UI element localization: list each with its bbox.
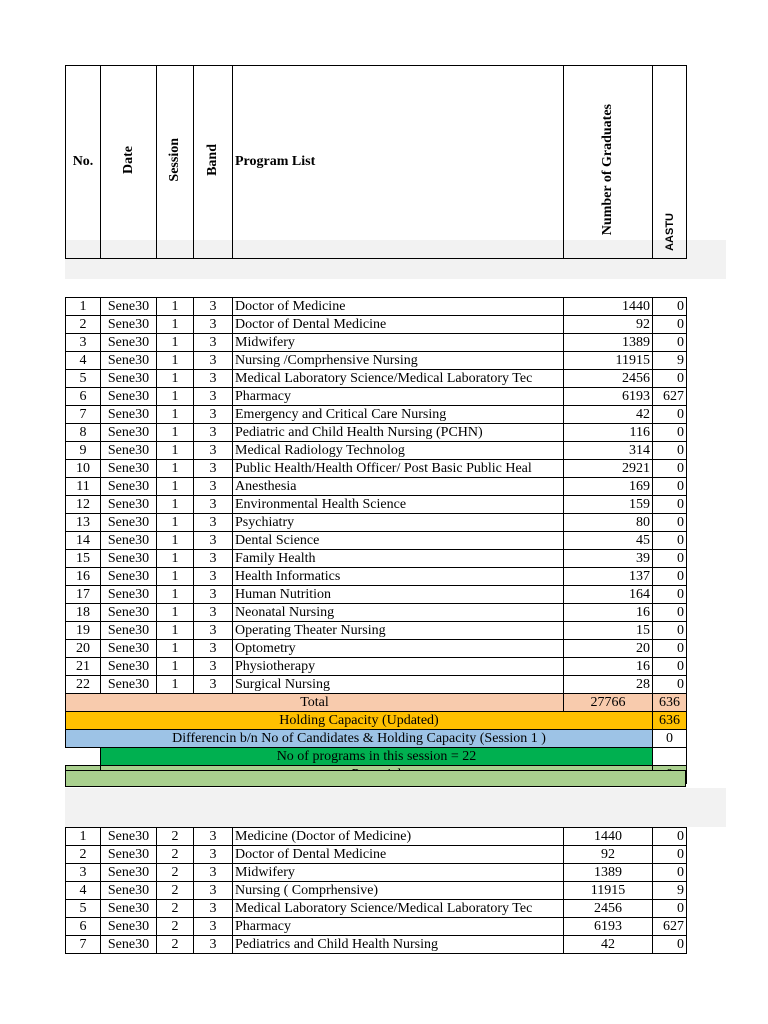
- spreadsheet: [65, 65, 687, 784]
- row-band: 3: [194, 550, 233, 568]
- table-row: [66, 478, 687, 496]
- row-graduates: 16: [564, 658, 653, 676]
- row-aastu: 9: [653, 352, 687, 370]
- row-band: 3: [194, 936, 233, 954]
- row-session: 1: [157, 676, 194, 694]
- row-aastu: 0: [653, 658, 687, 676]
- row-session: 1: [157, 550, 194, 568]
- table-row: [66, 532, 687, 550]
- row-aastu: 0: [653, 586, 687, 604]
- table-row: [66, 918, 687, 936]
- header-aastu: AASTU: [653, 66, 687, 259]
- row-session: 1: [157, 388, 194, 406]
- row-no: 2: [66, 316, 101, 334]
- table-row: [66, 658, 687, 676]
- row-aastu: 0: [653, 514, 687, 532]
- row-graduates: 92: [564, 316, 653, 334]
- row-aastu: 0: [653, 334, 687, 352]
- table-row: [66, 882, 687, 900]
- table-row: [66, 900, 687, 918]
- table-row: [66, 514, 687, 532]
- session2-table: [65, 827, 687, 954]
- row-session: 1: [157, 568, 194, 586]
- row-no: 21: [66, 658, 101, 676]
- row-program: Medical Radiology Technolog: [233, 442, 564, 460]
- programs-label: No of programs in this session = 22: [101, 748, 653, 766]
- difference-row: [66, 730, 687, 748]
- row-graduates: 1389: [564, 334, 653, 352]
- row-aastu: 0: [653, 298, 687, 316]
- row-no: 18: [66, 604, 101, 622]
- row-date: Sene30: [101, 900, 157, 918]
- row-aastu: 0: [653, 550, 687, 568]
- row-graduates: 169: [564, 478, 653, 496]
- row-session: 1: [157, 316, 194, 334]
- row-program: Emergency and Critical Care Nursing: [233, 406, 564, 424]
- row-session: 1: [157, 478, 194, 496]
- row-band: 3: [194, 406, 233, 424]
- row-aastu: 0: [653, 640, 687, 658]
- header-session: Session: [157, 66, 194, 259]
- row-program: Doctor of Dental Medicine: [233, 846, 564, 864]
- row-date: Sene30: [101, 478, 157, 496]
- row-aastu: 627: [653, 388, 687, 406]
- row-band: 3: [194, 882, 233, 900]
- row-band: 3: [194, 478, 233, 496]
- row-program: Anesthesia: [233, 478, 564, 496]
- row-no: 7: [66, 936, 101, 954]
- row-date: Sene30: [101, 424, 157, 442]
- row-band: 3: [194, 370, 233, 388]
- row-graduates: 42: [564, 936, 653, 954]
- row-aastu: 0: [653, 478, 687, 496]
- row-graduates: 159: [564, 496, 653, 514]
- row-session: 1: [157, 640, 194, 658]
- row-graduates: 15: [564, 622, 653, 640]
- table-row: [66, 352, 687, 370]
- row-band: 3: [194, 316, 233, 334]
- row-date: Sene30: [101, 334, 157, 352]
- holding-capacity-row: [66, 712, 687, 730]
- table-row: [66, 676, 687, 694]
- row-band: 3: [194, 514, 233, 532]
- table-row: [66, 460, 687, 478]
- row-date: Sene30: [101, 460, 157, 478]
- programs-count-row: [66, 748, 687, 766]
- row-date: Sene30: [101, 298, 157, 316]
- row-band: 3: [194, 298, 233, 316]
- row-session: 1: [157, 496, 194, 514]
- row-date: Sene30: [101, 388, 157, 406]
- row-graduates: 2456: [564, 370, 653, 388]
- row-session: 1: [157, 352, 194, 370]
- row-session: 2: [157, 936, 194, 954]
- table-row: [66, 586, 687, 604]
- row-no: 6: [66, 918, 101, 936]
- row-no: 5: [66, 370, 101, 388]
- row-aastu: 627: [653, 918, 687, 936]
- table-row: [66, 550, 687, 568]
- row-no: 1: [66, 828, 101, 846]
- row-session: 1: [157, 622, 194, 640]
- row-session: 1: [157, 406, 194, 424]
- row-program: Psychiatry: [233, 514, 564, 532]
- table-row: [66, 936, 687, 954]
- row-band: 3: [194, 532, 233, 550]
- row-aastu: 0: [653, 370, 687, 388]
- row-session: 1: [157, 514, 194, 532]
- row-no: 13: [66, 514, 101, 532]
- spacer-row: [66, 259, 687, 298]
- row-band: 3: [194, 658, 233, 676]
- row-date: Sene30: [101, 532, 157, 550]
- header-band: Band: [194, 66, 233, 259]
- row-no: 6: [66, 388, 101, 406]
- row-program: Optometry: [233, 640, 564, 658]
- row-graduates: 1440: [564, 828, 653, 846]
- row-graduates: 92: [564, 846, 653, 864]
- green-separator-bar: [65, 770, 686, 787]
- row-no: 20: [66, 640, 101, 658]
- row-band: 3: [194, 676, 233, 694]
- table-row: [66, 864, 687, 882]
- row-session: 1: [157, 334, 194, 352]
- row-session: 1: [157, 586, 194, 604]
- row-aastu: 0: [653, 846, 687, 864]
- row-program: Pharmacy: [233, 918, 564, 936]
- total-graduates: 27766: [564, 694, 653, 712]
- row-program: Nursing ( Comprhensive): [233, 882, 564, 900]
- holding-value: 636: [653, 712, 687, 730]
- row-band: 3: [194, 586, 233, 604]
- row-no: 3: [66, 864, 101, 882]
- row-date: Sene30: [101, 586, 157, 604]
- row-band: 3: [194, 828, 233, 846]
- row-session: 1: [157, 370, 194, 388]
- row-no: 16: [66, 568, 101, 586]
- row-graduates: 2921: [564, 460, 653, 478]
- row-band: 3: [194, 640, 233, 658]
- row-session: 1: [157, 658, 194, 676]
- table-row: [66, 442, 687, 460]
- row-program: Midwifery: [233, 864, 564, 882]
- row-aastu: 0: [653, 604, 687, 622]
- row-graduates: 164: [564, 586, 653, 604]
- row-band: 3: [194, 388, 233, 406]
- row-program: Medical Laboratory Science/Medical Laboratory Tec: [233, 900, 564, 918]
- table-row: [66, 640, 687, 658]
- row-date: Sene30: [101, 640, 157, 658]
- row-no: 17: [66, 586, 101, 604]
- row-no: 4: [66, 882, 101, 900]
- row-program: Midwifery: [233, 334, 564, 352]
- row-program: Surgical Nursing: [233, 676, 564, 694]
- row-program: Environmental Health Science: [233, 496, 564, 514]
- total-row: [66, 694, 687, 712]
- row-session: 2: [157, 882, 194, 900]
- row-graduates: 6193: [564, 918, 653, 936]
- table-row: [66, 496, 687, 514]
- row-date: Sene30: [101, 846, 157, 864]
- row-program: Family Health: [233, 550, 564, 568]
- row-no: 12: [66, 496, 101, 514]
- row-band: 3: [194, 352, 233, 370]
- row-band: 3: [194, 622, 233, 640]
- row-program: Pediatric and Child Health Nursing (PCHN): [233, 424, 564, 442]
- header-program-list: Program List: [233, 66, 564, 259]
- holding-label: Holding Capacity (Updated): [66, 712, 653, 730]
- header-date: Date: [101, 66, 157, 259]
- row-aastu: 0: [653, 406, 687, 424]
- row-date: Sene30: [101, 550, 157, 568]
- table-row: [66, 846, 687, 864]
- row-graduates: 314: [564, 442, 653, 460]
- row-date: Sene30: [101, 406, 157, 424]
- row-aastu: 0: [653, 568, 687, 586]
- table-row: [66, 334, 687, 352]
- table-row: [66, 424, 687, 442]
- row-program: Health Informatics: [233, 568, 564, 586]
- row-band: 3: [194, 918, 233, 936]
- row-session: 2: [157, 864, 194, 882]
- header-row: [66, 66, 687, 259]
- row-program: Doctor of Dental Medicine: [233, 316, 564, 334]
- table-row: [66, 568, 687, 586]
- row-graduates: 20: [564, 640, 653, 658]
- row-session: 1: [157, 298, 194, 316]
- row-session: 1: [157, 532, 194, 550]
- row-no: 5: [66, 900, 101, 918]
- row-session: 2: [157, 846, 194, 864]
- row-session: 1: [157, 604, 194, 622]
- row-no: 22: [66, 676, 101, 694]
- row-no: 2: [66, 846, 101, 864]
- row-session: 2: [157, 828, 194, 846]
- row-program: Physiotherapy: [233, 658, 564, 676]
- row-date: Sene30: [101, 604, 157, 622]
- table-row: [66, 298, 687, 316]
- row-graduates: 16: [564, 604, 653, 622]
- table-row: [66, 828, 687, 846]
- row-aastu: 0: [653, 676, 687, 694]
- row-aastu: 0: [653, 316, 687, 334]
- session2-body: [66, 828, 687, 954]
- row-program: Nursing /Comprhensive Nursing: [233, 352, 564, 370]
- row-no: 8: [66, 424, 101, 442]
- row-graduates: 6193: [564, 388, 653, 406]
- row-graduates: 1389: [564, 864, 653, 882]
- row-date: Sene30: [101, 828, 157, 846]
- gray-band-2: [65, 788, 726, 827]
- row-no: 3: [66, 334, 101, 352]
- row-no: 11: [66, 478, 101, 496]
- difference-label: Differencin b/n No of Candidates & Holding Capacity (Session 1 ): [66, 730, 653, 748]
- row-date: Sene30: [101, 676, 157, 694]
- row-date: Sene30: [101, 864, 157, 882]
- session2-section: [65, 827, 687, 954]
- row-aastu: 0: [653, 496, 687, 514]
- row-no: 7: [66, 406, 101, 424]
- row-date: Sene30: [101, 316, 157, 334]
- row-session: 1: [157, 442, 194, 460]
- row-date: Sene30: [101, 918, 157, 936]
- row-graduates: 11915: [564, 352, 653, 370]
- header-no: No.: [66, 66, 101, 259]
- row-date: Sene30: [101, 882, 157, 900]
- row-program: Pediatrics and Child Health Nursing: [233, 936, 564, 954]
- row-band: 3: [194, 496, 233, 514]
- row-date: Sene30: [101, 442, 157, 460]
- table-row: [66, 370, 687, 388]
- row-no: 1: [66, 298, 101, 316]
- row-graduates: 45: [564, 532, 653, 550]
- row-band: 3: [194, 864, 233, 882]
- row-band: 3: [194, 442, 233, 460]
- row-session: 1: [157, 424, 194, 442]
- row-graduates: 1440: [564, 298, 653, 316]
- row-graduates: 39: [564, 550, 653, 568]
- row-band: 3: [194, 424, 233, 442]
- row-program: Public Health/Health Officer/ Post Basic Public Heal: [233, 460, 564, 478]
- row-band: 3: [194, 568, 233, 586]
- total-label: Total: [66, 694, 564, 712]
- row-program: Doctor of Medicine: [233, 298, 564, 316]
- row-session: 2: [157, 918, 194, 936]
- row-aastu: 0: [653, 828, 687, 846]
- row-band: 3: [194, 460, 233, 478]
- row-no: 14: [66, 532, 101, 550]
- row-no: 10: [66, 460, 101, 478]
- row-program: Medical Laboratory Science/Medical Laboratory Tec: [233, 370, 564, 388]
- table-row: [66, 622, 687, 640]
- row-aastu: 0: [653, 532, 687, 550]
- row-date: Sene30: [101, 622, 157, 640]
- row-program: Pharmacy: [233, 388, 564, 406]
- row-no: 4: [66, 352, 101, 370]
- row-program: Human Nutrition: [233, 586, 564, 604]
- table-row: [66, 406, 687, 424]
- row-date: Sene30: [101, 658, 157, 676]
- row-aastu: 0: [653, 424, 687, 442]
- row-aastu: 0: [653, 936, 687, 954]
- row-aastu: 0: [653, 864, 687, 882]
- row-no: 9: [66, 442, 101, 460]
- row-session: 1: [157, 460, 194, 478]
- header-graduates: Number of Graduates: [564, 66, 653, 259]
- row-graduates: 11915: [564, 882, 653, 900]
- row-aastu: 0: [653, 900, 687, 918]
- table-row: [66, 316, 687, 334]
- row-band: 3: [194, 604, 233, 622]
- row-date: Sene30: [101, 496, 157, 514]
- difference-value: 0: [653, 730, 687, 748]
- row-session: 2: [157, 900, 194, 918]
- row-date: Sene30: [101, 352, 157, 370]
- table-row: [66, 388, 687, 406]
- session1-body: [66, 298, 687, 694]
- table-row: [66, 604, 687, 622]
- total-aastu: 636: [653, 694, 687, 712]
- row-program: Operating Theater Nursing: [233, 622, 564, 640]
- row-graduates: 116: [564, 424, 653, 442]
- row-date: Sene30: [101, 568, 157, 586]
- row-band: 3: [194, 900, 233, 918]
- row-graduates: 137: [564, 568, 653, 586]
- row-graduates: 2456: [564, 900, 653, 918]
- row-aastu: 9: [653, 882, 687, 900]
- row-band: 3: [194, 334, 233, 352]
- row-graduates: 80: [564, 514, 653, 532]
- row-aastu: 0: [653, 460, 687, 478]
- row-graduates: 28: [564, 676, 653, 694]
- row-date: Sene30: [101, 370, 157, 388]
- row-band: 3: [194, 846, 233, 864]
- row-aastu: 0: [653, 622, 687, 640]
- row-program: Neonatal Nursing: [233, 604, 564, 622]
- row-program: Medicine (Doctor of Medicine): [233, 828, 564, 846]
- row-date: Sene30: [101, 514, 157, 532]
- row-date: Sene30: [101, 936, 157, 954]
- session1-table: [65, 65, 687, 784]
- row-aastu: 0: [653, 442, 687, 460]
- row-graduates: 42: [564, 406, 653, 424]
- row-program: Dental Science: [233, 532, 564, 550]
- row-no: 15: [66, 550, 101, 568]
- row-no: 19: [66, 622, 101, 640]
